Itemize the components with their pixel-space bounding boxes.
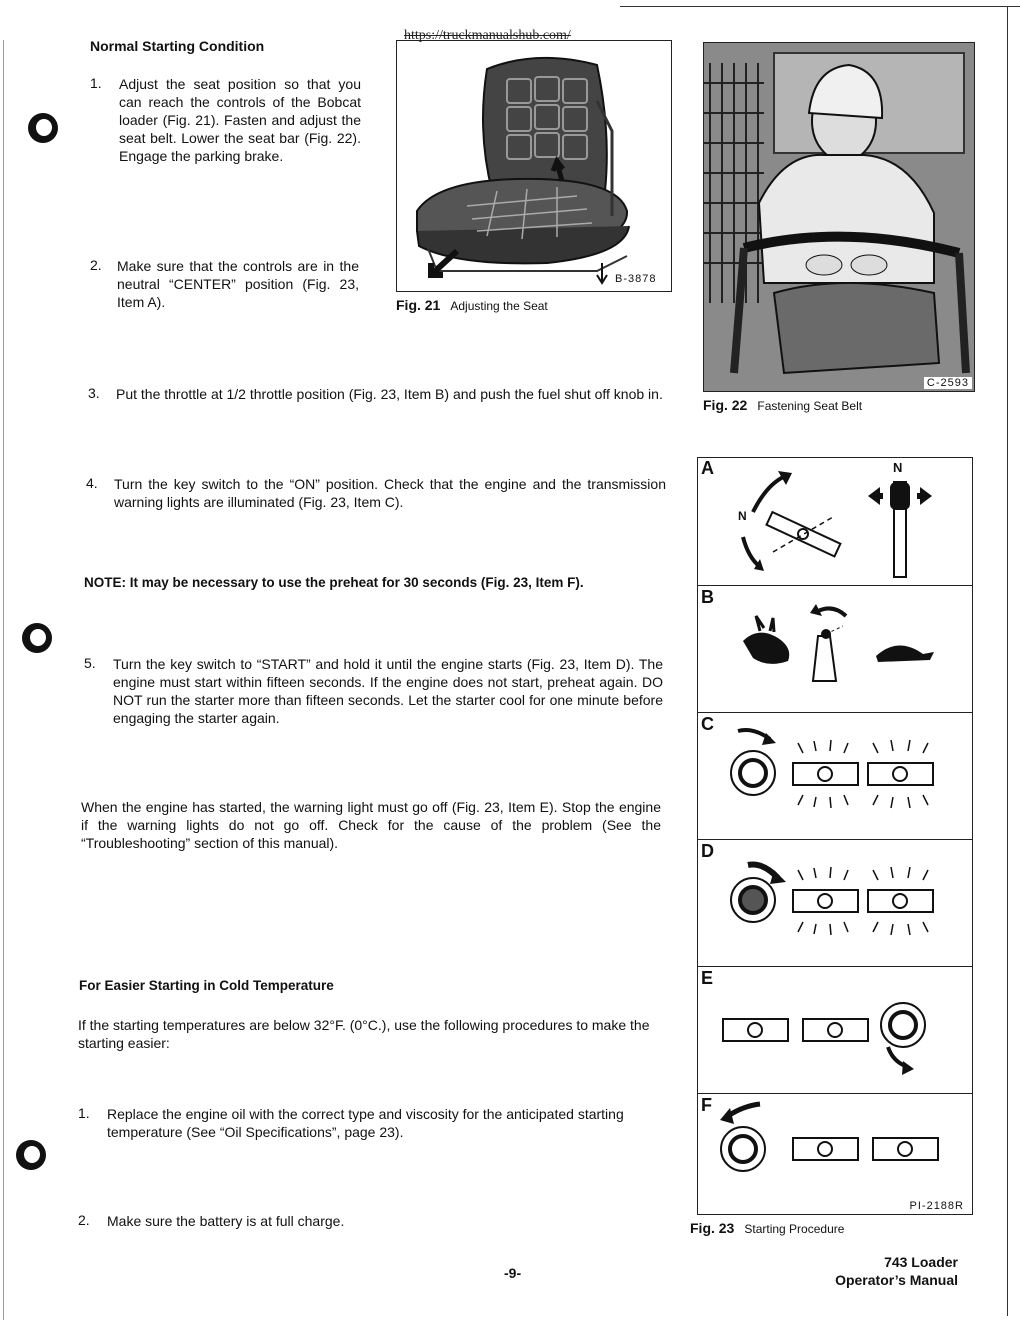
panel-letter: A: [701, 458, 714, 478]
after-start-paragraph: When the engine has started, the warning light must go off (Fig. 23, Item E). Stop the engine if the warning lights do not go off. Check for the cause of the problem (See the “Troubleshooting” section of this manual).: [81, 799, 661, 851]
panel-e: [698, 966, 972, 1094]
top-edge-rule: [620, 6, 1020, 7]
panel-letter: D: [701, 841, 714, 861]
step-number: 2.: [78, 1212, 90, 1228]
step-number: 5.: [84, 655, 96, 671]
neutral-label: N: [893, 460, 903, 475]
step-text: Adjust the seat position so that you can reach the controls of the Bobcat loader (Fig. 21). Fasten and adjust the seat belt. Lower the seat bar (Fig. 22). Engage the parking brake.: [119, 76, 361, 164]
step-text: Turn the key switch to “START” and hold it until the engine starts (Fig. 23, Item D). The engine must start within fifteen seconds. If the engine does not start, preheat again. DO NOT run the starter more than fifteen seconds. Let the starter cool for one minute before engaging the starter again.: [113, 656, 663, 726]
step-text: Turn the key switch to the “ON” position. Check that the engine and the transmission warning lights are illuminated (Fig. 23, Item C).: [114, 476, 666, 510]
binder-hole: [28, 113, 58, 143]
cold-start-intro: If the starting temperatures are below 32°F. (0°C.), use the following procedures to make the starting easier:: [78, 1017, 650, 1051]
step-number: 1.: [78, 1105, 90, 1121]
binder-hole: [22, 623, 52, 653]
step-number: 1.: [90, 75, 102, 91]
step-number: 3.: [88, 385, 100, 401]
seat-drawing: [397, 41, 671, 291]
step-text: Make sure that the controls are in the neutral “CENTER” position (Fig. 23, Item A).: [117, 258, 359, 310]
panel-a: [698, 457, 972, 585]
watermark-url[interactable]: https://truckmanualshub.com/: [404, 28, 571, 43]
right-edge-rule: [1007, 6, 1008, 1316]
panel-letter: B: [701, 587, 714, 607]
fig23-title: Starting Procedure: [744, 1222, 845, 1236]
fig22-caption: [703, 397, 862, 413]
panel-c: [698, 712, 972, 840]
section-heading-cold-start: For Easier Starting in Cold Temperature: [79, 978, 334, 993]
fig22-code: C-2593: [924, 377, 972, 389]
binder-hole: [16, 1140, 46, 1170]
step-text: Put the throttle at 1/2 throttle position (Fig. 23, Item B) and push the fuel shut off knob in.: [116, 386, 663, 402]
step-number: 4.: [86, 475, 98, 491]
fig22-title: Fastening Seat Belt: [757, 399, 863, 413]
panel-b: [698, 585, 972, 713]
fig21-title: Adjusting the Seat: [450, 299, 548, 313]
section-heading-normal-start: Normal Starting Condition: [90, 38, 265, 54]
panel-letter: E: [701, 968, 714, 988]
page-number: -9-: [504, 1265, 522, 1281]
throttle-icon: [698, 586, 972, 713]
lights-off-icon: [698, 967, 972, 1094]
neutral-label: N: [738, 509, 747, 523]
fig22-seatbelt-photo: [703, 42, 975, 392]
left-edge-rule: [3, 40, 4, 1320]
panel-d: [698, 839, 972, 967]
fig21-code: B-3878: [615, 273, 657, 285]
note: NOTE: It may be necessary to use the preheat for 30 seconds (Fig. 23, Item F).: [84, 575, 584, 590]
fig21-seat-illustration: [396, 40, 672, 292]
preheat-icon: [698, 1094, 972, 1214]
key-start-icon: [698, 840, 972, 967]
step-text: Make sure the battery is at full charge.: [107, 1213, 345, 1229]
key-on-warning-lights-icon: [698, 713, 972, 840]
step-number: 2.: [90, 257, 102, 273]
footer-manual: Operator’s Manual: [835, 1272, 958, 1288]
fig23-code: PI-2188R: [909, 1200, 964, 1212]
fig21-caption: [396, 297, 548, 313]
fig23-starting-procedure: [697, 457, 973, 1215]
fig21-number: Fig. 21: [396, 297, 441, 313]
fig23-caption: [690, 1220, 844, 1236]
panel-letter: C: [701, 714, 714, 734]
panel-letter: F: [701, 1095, 712, 1115]
panel-f: [698, 1093, 972, 1214]
operator-drawing: [704, 43, 974, 391]
fig22-number: Fig. 22: [703, 397, 748, 413]
step-text: Replace the engine oil with the correct type and viscosity for the anticipated starting temperature (See “Oil Specifications”, page 23).: [107, 1106, 624, 1140]
footer-manual-title: [800, 1253, 958, 1289]
footer-model: 743 Loader: [884, 1254, 958, 1270]
fig23-number: Fig. 23: [690, 1220, 735, 1236]
